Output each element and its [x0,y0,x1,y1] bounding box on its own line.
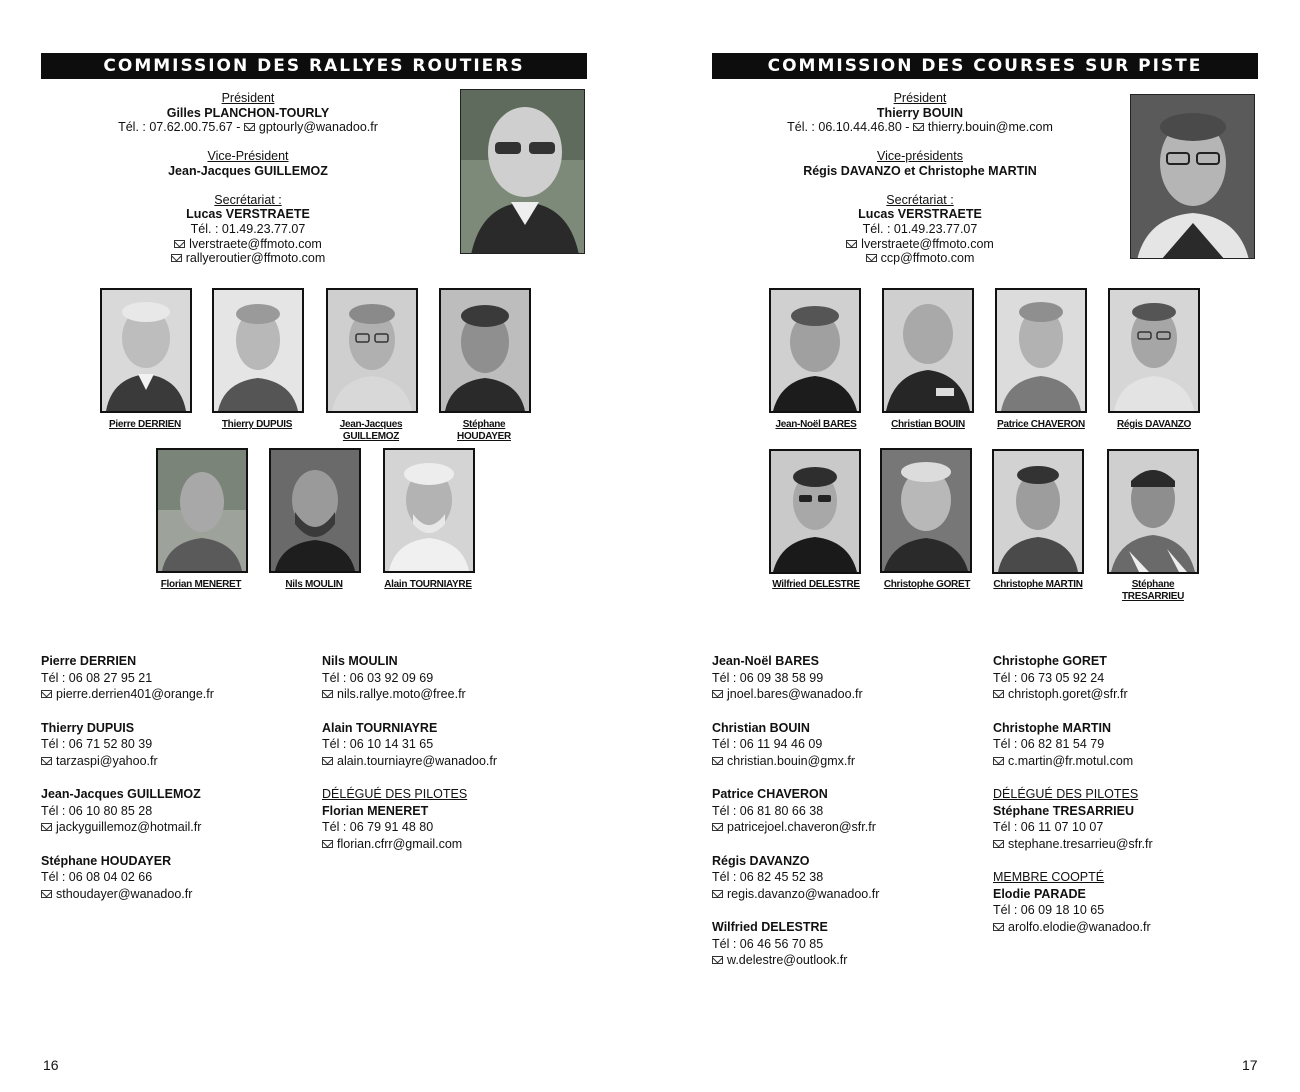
contact-tel: Tél : 06 08 27 95 21 [41,670,153,685]
envelope-icon [712,956,723,964]
contact-name: Régis DAVANZO [712,853,810,868]
contact-name: Jean-Noël BARES [712,654,819,668]
officer-name: Jean-Jacques GUILLEMOZ [168,163,328,178]
contact-name: Thierry DUPUIS [41,720,135,735]
contact-role: DÉLÉGUÉ DES PILOTES [322,787,468,801]
envelope-icon [913,123,924,131]
contact-email[interactable]: arolfo.elodie@wanadoo.fr [1008,919,1151,934]
member-caption: Nils MOULIN [285,579,343,590]
envelope-icon [322,840,333,848]
member-photo [383,448,475,573]
contact-tel: Tél : 06 09 18 10 65 [993,903,1105,917]
contact-tel: Tél : 06 73 05 92 24 [993,670,1105,685]
president-photo [1130,94,1255,259]
contact-entry [993,786,1253,852]
envelope-icon [174,240,185,248]
section-banner: COMMISSION DES COURSES SUR PISTE [712,53,1258,79]
contact-entry [993,653,1253,703]
contact-email[interactable]: florian.cfrr@gmail.com [337,836,463,851]
contact-email[interactable]: stephane.tresarrieu@sfr.fr [1008,836,1153,851]
officer-tel: Tél. : 06.10.44.46.80 - [787,120,913,135]
officers-block [48,91,448,266]
envelope-icon [712,890,723,898]
member-caption: Jean-Jacques GUILLEMOZ [339,419,403,442]
contact-email[interactable]: jnoel.bares@wanadoo.fr [727,687,863,701]
contact-tel: Tél : 06 03 92 09 69 [322,670,434,685]
contact-tel: Tél : 06 10 14 31 65 [322,737,434,751]
contact-name: Patrice CHAVERON [712,787,828,801]
envelope-icon [322,690,333,698]
officers-block [720,91,1120,266]
contact-name: Christophe MARTIN [993,720,1112,735]
officer-email[interactable]: ccp@ffmoto.com [880,251,975,266]
contact-tel: Tél : 06 81 80 66 38 [712,803,824,818]
contact-tel: Tél : 06 46 56 70 85 [712,936,824,951]
officer-name: Régis DAVANZO et Christophe MARTIN [803,163,1037,178]
contact-email[interactable]: w.delestre@outlook.fr [727,953,848,967]
contact-email[interactable]: jackyguillemoz@hotmail.fr [56,820,202,834]
role-label: Président [221,91,275,105]
contact-entry [712,786,972,836]
member-photo [880,448,972,573]
contact-email[interactable]: tarzaspi@yahoo.fr [56,753,158,768]
member-caption: Stéphane TRESARRIEU [1121,579,1184,602]
contact-email[interactable]: pierre.derrien401@orange.fr [56,687,214,701]
member-caption: Alain TOURNIAYRE [384,579,472,590]
officer-name: Lucas VERSTRAETE [186,207,310,222]
contact-name: Stéphane TRESARRIEU [993,803,1134,818]
contact-name: Pierre DERRIEN [41,654,137,668]
member-photo [995,288,1087,413]
member-caption: Wilfried DELESTRE [772,579,860,590]
member-photo [992,449,1084,574]
member-photo [326,288,418,413]
officer-email[interactable]: gptourly@wanadoo.fr [258,120,378,135]
officer-email[interactable]: rallyeroutier@ffmoto.com [185,251,326,266]
member-caption: Régis DAVANZO [1116,419,1192,430]
member-caption: Patrice CHAVERON [997,419,1085,430]
contact-entry [712,919,972,969]
contact-email[interactable]: sthoudayer@wanadoo.fr [56,886,193,901]
member-photo [269,448,361,573]
member-caption: Jean-Noël BARES [775,419,857,430]
section-banner: COMMISSION DES RALLYES ROUTIERS [41,53,587,79]
member-caption: Christian BOUIN [891,419,965,430]
contact-tel: Tél : 06 82 45 52 38 [712,870,824,884]
contact-name: Jean-Jacques GUILLEMOZ [41,787,201,801]
member-photo [212,288,304,413]
envelope-icon [171,254,182,262]
officer-email[interactable]: thierry.bouin@me.com [927,120,1053,135]
officer-name: Gilles PLANCHON-TOURLY [166,105,330,120]
contact-name: Nils MOULIN [322,654,398,668]
envelope-icon [712,757,723,765]
role-label: Vice-présidents [877,149,963,164]
role-label: Secrétariat : [214,192,282,207]
member-caption: Stéphane HOUDAYER [457,419,511,442]
contact-entry [993,720,1253,770]
officer-email[interactable]: lverstraete@ffmoto.com [861,236,994,251]
envelope-icon [41,757,52,765]
envelope-icon [866,254,877,262]
contact-name: Christian BOUIN [712,720,810,735]
contact-name: Christophe GORET [993,654,1107,668]
contacts-column [322,653,582,869]
contact-entry [712,853,972,903]
contact-entry [322,786,582,852]
contact-tel: Tél : 06 79 91 48 80 [322,820,434,834]
contact-entry [993,869,1253,935]
member-caption: Florian MENERET [160,579,242,590]
contact-email[interactable]: c.martin@fr.motul.com [1008,753,1134,768]
contact-tel: Tél : 06 82 81 54 79 [993,737,1105,751]
contact-entry [322,653,582,703]
contact-email[interactable]: regis.davanzo@wanadoo.fr [727,886,880,901]
president-photo [460,89,585,254]
contact-entry [41,853,301,903]
contact-tel: Tél : 06 08 04 02 66 [41,870,153,884]
envelope-icon [993,923,1004,931]
contacts-column [41,653,301,919]
contacts-column [993,653,1253,952]
contact-name: Stéphane HOUDAYER [41,853,172,868]
member-caption: Pierre DERRIEN [109,419,181,430]
contact-tel: Tél : 06 09 38 58 99 [712,670,824,685]
contact-email[interactable]: nils.rallye.moto@free.fr [337,687,466,701]
contact-role: DÉLÉGUÉ DES PILOTES [993,787,1139,801]
member-caption: Christophe GORET [883,579,971,590]
contact-email[interactable]: christoph.goret@sfr.fr [1008,687,1128,701]
contact-name: Florian MENERET [322,803,429,818]
contact-name: Elodie PARADE [993,886,1086,901]
contact-role: MEMBRE COOPTÉ [993,870,1105,884]
contacts-column [712,653,972,986]
envelope-icon [41,890,52,898]
contact-entry [41,653,301,703]
envelope-icon [993,757,1004,765]
member-photo [156,448,248,573]
member-photo [882,288,974,413]
member-photo [769,449,861,574]
member-photo [439,288,531,413]
contact-tel: Tél : 06 10 80 85 28 [41,803,153,818]
envelope-icon [846,240,857,248]
contact-entry [322,720,582,770]
officer-contact [48,120,448,135]
contact-email[interactable]: christian.bouin@gmx.fr [727,753,856,768]
envelope-icon [41,823,52,831]
page-number: 17 [1242,1057,1258,1073]
member-photo [100,288,192,413]
envelope-icon [712,823,723,831]
role-label: Vice-Président [207,149,289,164]
officer-tel: Tél. : 01.49.23.77.07 [862,221,978,236]
page-number: 16 [43,1057,59,1073]
contact-name: Alain TOURNIAYRE [322,720,438,735]
envelope-icon [712,690,723,698]
member-photo [769,288,861,413]
role-label: Secrétariat : [886,192,954,207]
officer-tel: Tél. : 07.62.00.75.67 - [118,120,244,135]
officer-contact [720,120,1120,135]
contact-email[interactable]: patricejoel.chaveron@sfr.fr [727,820,876,834]
role-label: Président [893,91,947,105]
envelope-icon [244,123,255,131]
contact-entry [712,653,972,703]
officer-name: Thierry BOUIN [876,105,964,120]
contact-entry [41,720,301,770]
contact-name: Wilfried DELESTRE [712,920,828,934]
officer-email[interactable]: lverstraete@ffmoto.com [189,236,322,251]
member-caption: Thierry DUPUIS [221,419,293,430]
contact-tel: Tél : 06 11 94 46 09 [712,737,823,751]
envelope-icon [41,690,52,698]
contact-entry [712,720,972,770]
right-page [650,0,1300,1092]
member-photo [1108,288,1200,413]
contact-tel: Tél : 06 71 52 80 39 [41,737,153,751]
member-caption: Christophe MARTIN [993,579,1083,590]
contact-tel: Tél : 06 11 07 10 07 [993,820,1104,834]
envelope-icon [993,690,1004,698]
member-photo [1107,449,1199,574]
officer-tel: Tél. : 01.49.23.77.07 [190,221,306,236]
envelope-icon [322,757,333,765]
envelope-icon [993,840,1004,848]
contact-email[interactable]: alain.tourniayre@wanadoo.fr [337,753,498,768]
contact-entry [41,786,301,836]
officer-name: Lucas VERSTRAETE [858,207,982,222]
